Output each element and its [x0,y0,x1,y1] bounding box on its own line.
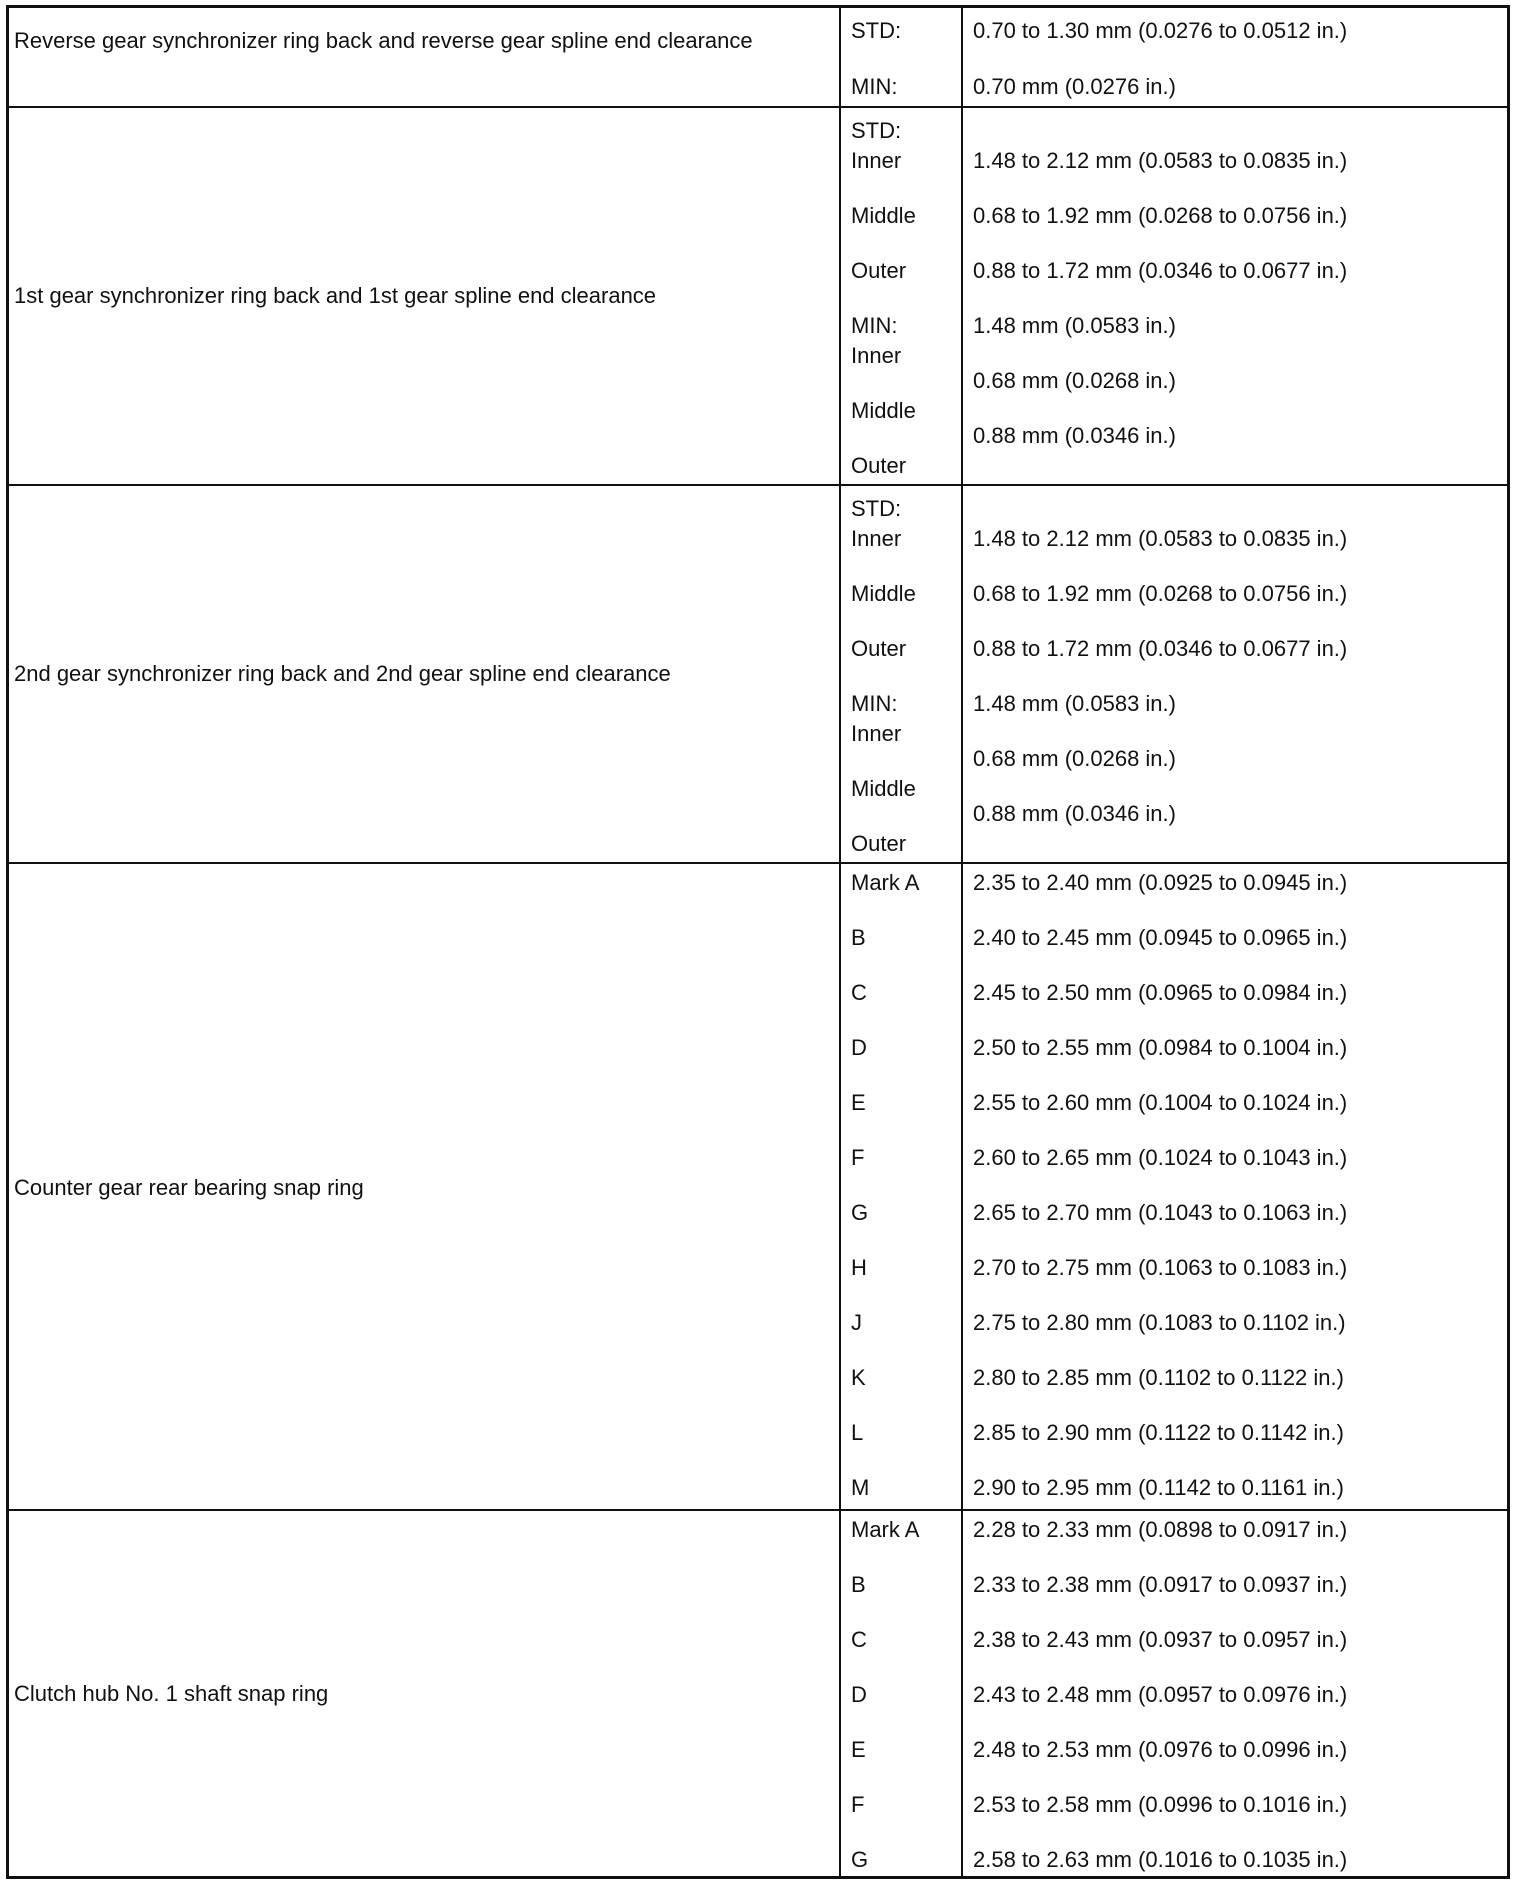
spec-label: Inner [851,148,902,173]
spec-value: 2.80 to 2.85 mm (0.1102 to 0.1122 in.) [973,1365,1344,1390]
spec-label: E [851,1090,866,1115]
spec-value: 2.60 to 2.65 mm (0.1024 to 0.1043 in.) [973,1145,1348,1170]
spec-value: 0.68 mm (0.0268 in.) [973,746,1176,771]
spec-label: Mark A [851,1517,920,1542]
label-cell [839,486,961,862]
spec-value: 0.68 to 1.92 mm (0.0268 to 0.0756 in.) [973,203,1348,228]
spec-label: F [851,1792,865,1817]
item-cell [9,1511,839,1876]
spec-label: L [851,1420,864,1445]
spec-value: 1.48 to 2.12 mm (0.0583 to 0.0835 in.) [973,526,1348,551]
label-cell [839,8,961,106]
spec-label: STD: [851,18,902,43]
value-cell [961,864,1507,1509]
spec-value: 2.48 to 2.53 mm (0.0976 to 0.0996 in.) [973,1737,1348,1762]
item-name: Clutch hub No. 1 shaft snap ring [14,1681,329,1706]
value-cell [961,8,1507,106]
spec-label: STD: [851,496,902,521]
spec-label: C [851,1627,867,1652]
spec-label: MIN: [851,74,898,99]
spec-label: Outer [851,258,907,283]
spec-label: Middle [851,398,916,423]
spec-value: 2.85 to 2.90 mm (0.1122 to 0.1142 in.) [973,1420,1344,1445]
item-cell [9,864,839,1509]
spec-value: 2.40 to 2.45 mm (0.0945 to 0.0965 in.) [973,925,1348,950]
spec-label: C [851,980,867,1005]
spec-value: 0.70 mm (0.0276 in.) [973,74,1176,99]
spec-label: Inner [851,721,902,746]
spec-value: 2.35 to 2.40 mm (0.0925 to 0.0945 in.) [973,870,1348,895]
spec-label: D [851,1682,867,1707]
value-cell [961,108,1507,484]
spec-label: G [851,1847,869,1872]
spec-value: 2.90 to 2.95 mm (0.1142 to 0.1161 in.) [973,1475,1344,1500]
spec-label: Middle [851,776,916,801]
spec-value: 2.50 to 2.55 mm (0.0984 to 0.1004 in.) [973,1035,1348,1060]
spec-value: 2.58 to 2.63 mm (0.1016 to 0.1035 in.) [973,1847,1348,1872]
spec-value: 0.70 to 1.30 mm (0.0276 to 0.0512 in.) [973,18,1348,43]
spec-label: Outer [851,453,907,478]
spec-label: MIN: [851,691,898,716]
spec-value: 2.65 to 2.70 mm (0.1043 to 0.1063 in.) [973,1200,1348,1225]
spec-label: M [851,1475,870,1500]
spec-value: 0.68 mm (0.0268 in.) [973,368,1176,393]
spec-value: 2.28 to 2.33 mm (0.0898 to 0.0917 in.) [973,1517,1348,1542]
item-cell [9,108,839,484]
spec-value: 2.43 to 2.48 mm (0.0957 to 0.0976 in.) [973,1682,1348,1707]
value-cell [961,1511,1507,1876]
label-cell [839,1511,961,1876]
spec-label: MIN: [851,313,898,338]
spec-label: Middle [851,203,916,228]
item-cell [9,486,839,862]
spec-label: H [851,1255,867,1280]
spec-label: B [851,925,866,950]
table-row [9,484,1507,862]
item-name: Reverse gear synchronizer ring back and reverse gear spline end clearance [14,28,753,53]
item-name: 2nd gear synchronizer ring back and 2nd gear spline end clearance [14,661,671,686]
table-row [9,1509,1507,1876]
spec-value: 0.88 mm (0.0346 in.) [973,801,1176,826]
spec-label: E [851,1737,866,1762]
spec-value: 2.53 to 2.58 mm (0.0996 to 0.1016 in.) [973,1792,1348,1817]
spec-label: J [851,1310,862,1335]
value-cell [961,486,1507,862]
spec-label: K [851,1365,866,1390]
spec-label: G [851,1200,869,1225]
spec-value: 2.45 to 2.50 mm (0.0965 to 0.0984 in.) [973,980,1348,1005]
spec-value: 0.88 to 1.72 mm (0.0346 to 0.0677 in.) [973,258,1348,283]
label-cell [839,108,961,484]
spec-label: Mark A [851,870,920,895]
spec-label: Inner [851,343,902,368]
label-cell [839,864,961,1509]
spec-label: Middle [851,581,916,606]
spec-label: STD: [851,118,902,143]
spec-label: Outer [851,831,907,856]
spec-value: 2.55 to 2.60 mm (0.1004 to 0.1024 in.) [973,1090,1348,1115]
spec-value: 2.70 to 2.75 mm (0.1063 to 0.1083 in.) [973,1255,1348,1280]
item-cell [9,8,839,106]
spec-label: Outer [851,636,907,661]
spec-value: 2.33 to 2.38 mm (0.0917 to 0.0937 in.) [973,1572,1348,1597]
spec-label: Inner [851,526,902,551]
spec-table [6,5,1510,1879]
item-name: Counter gear rear bearing snap ring [14,1175,364,1200]
spec-value: 0.88 mm (0.0346 in.) [973,423,1176,448]
table-row [9,106,1507,484]
spec-label: D [851,1035,867,1060]
spec-value: 1.48 mm (0.0583 in.) [973,313,1176,338]
spec-value: 1.48 mm (0.0583 in.) [973,691,1176,716]
table-row [9,862,1507,1509]
item-name: 1st gear synchronizer ring back and 1st gear spline end clearance [14,283,657,308]
spec-value: 0.68 to 1.92 mm (0.0268 to 0.0756 in.) [973,581,1348,606]
table-row [9,8,1507,106]
spec-value: 2.75 to 2.80 mm (0.1083 to 0.1102 in.) [973,1310,1346,1335]
spec-value: 1.48 to 2.12 mm (0.0583 to 0.0835 in.) [973,148,1348,173]
spec-label: B [851,1572,866,1597]
spec-label: F [851,1145,865,1170]
spec-value: 2.38 to 2.43 mm (0.0937 to 0.0957 in.) [973,1627,1348,1652]
spec-value: 0.88 to 1.72 mm (0.0346 to 0.0677 in.) [973,636,1348,661]
